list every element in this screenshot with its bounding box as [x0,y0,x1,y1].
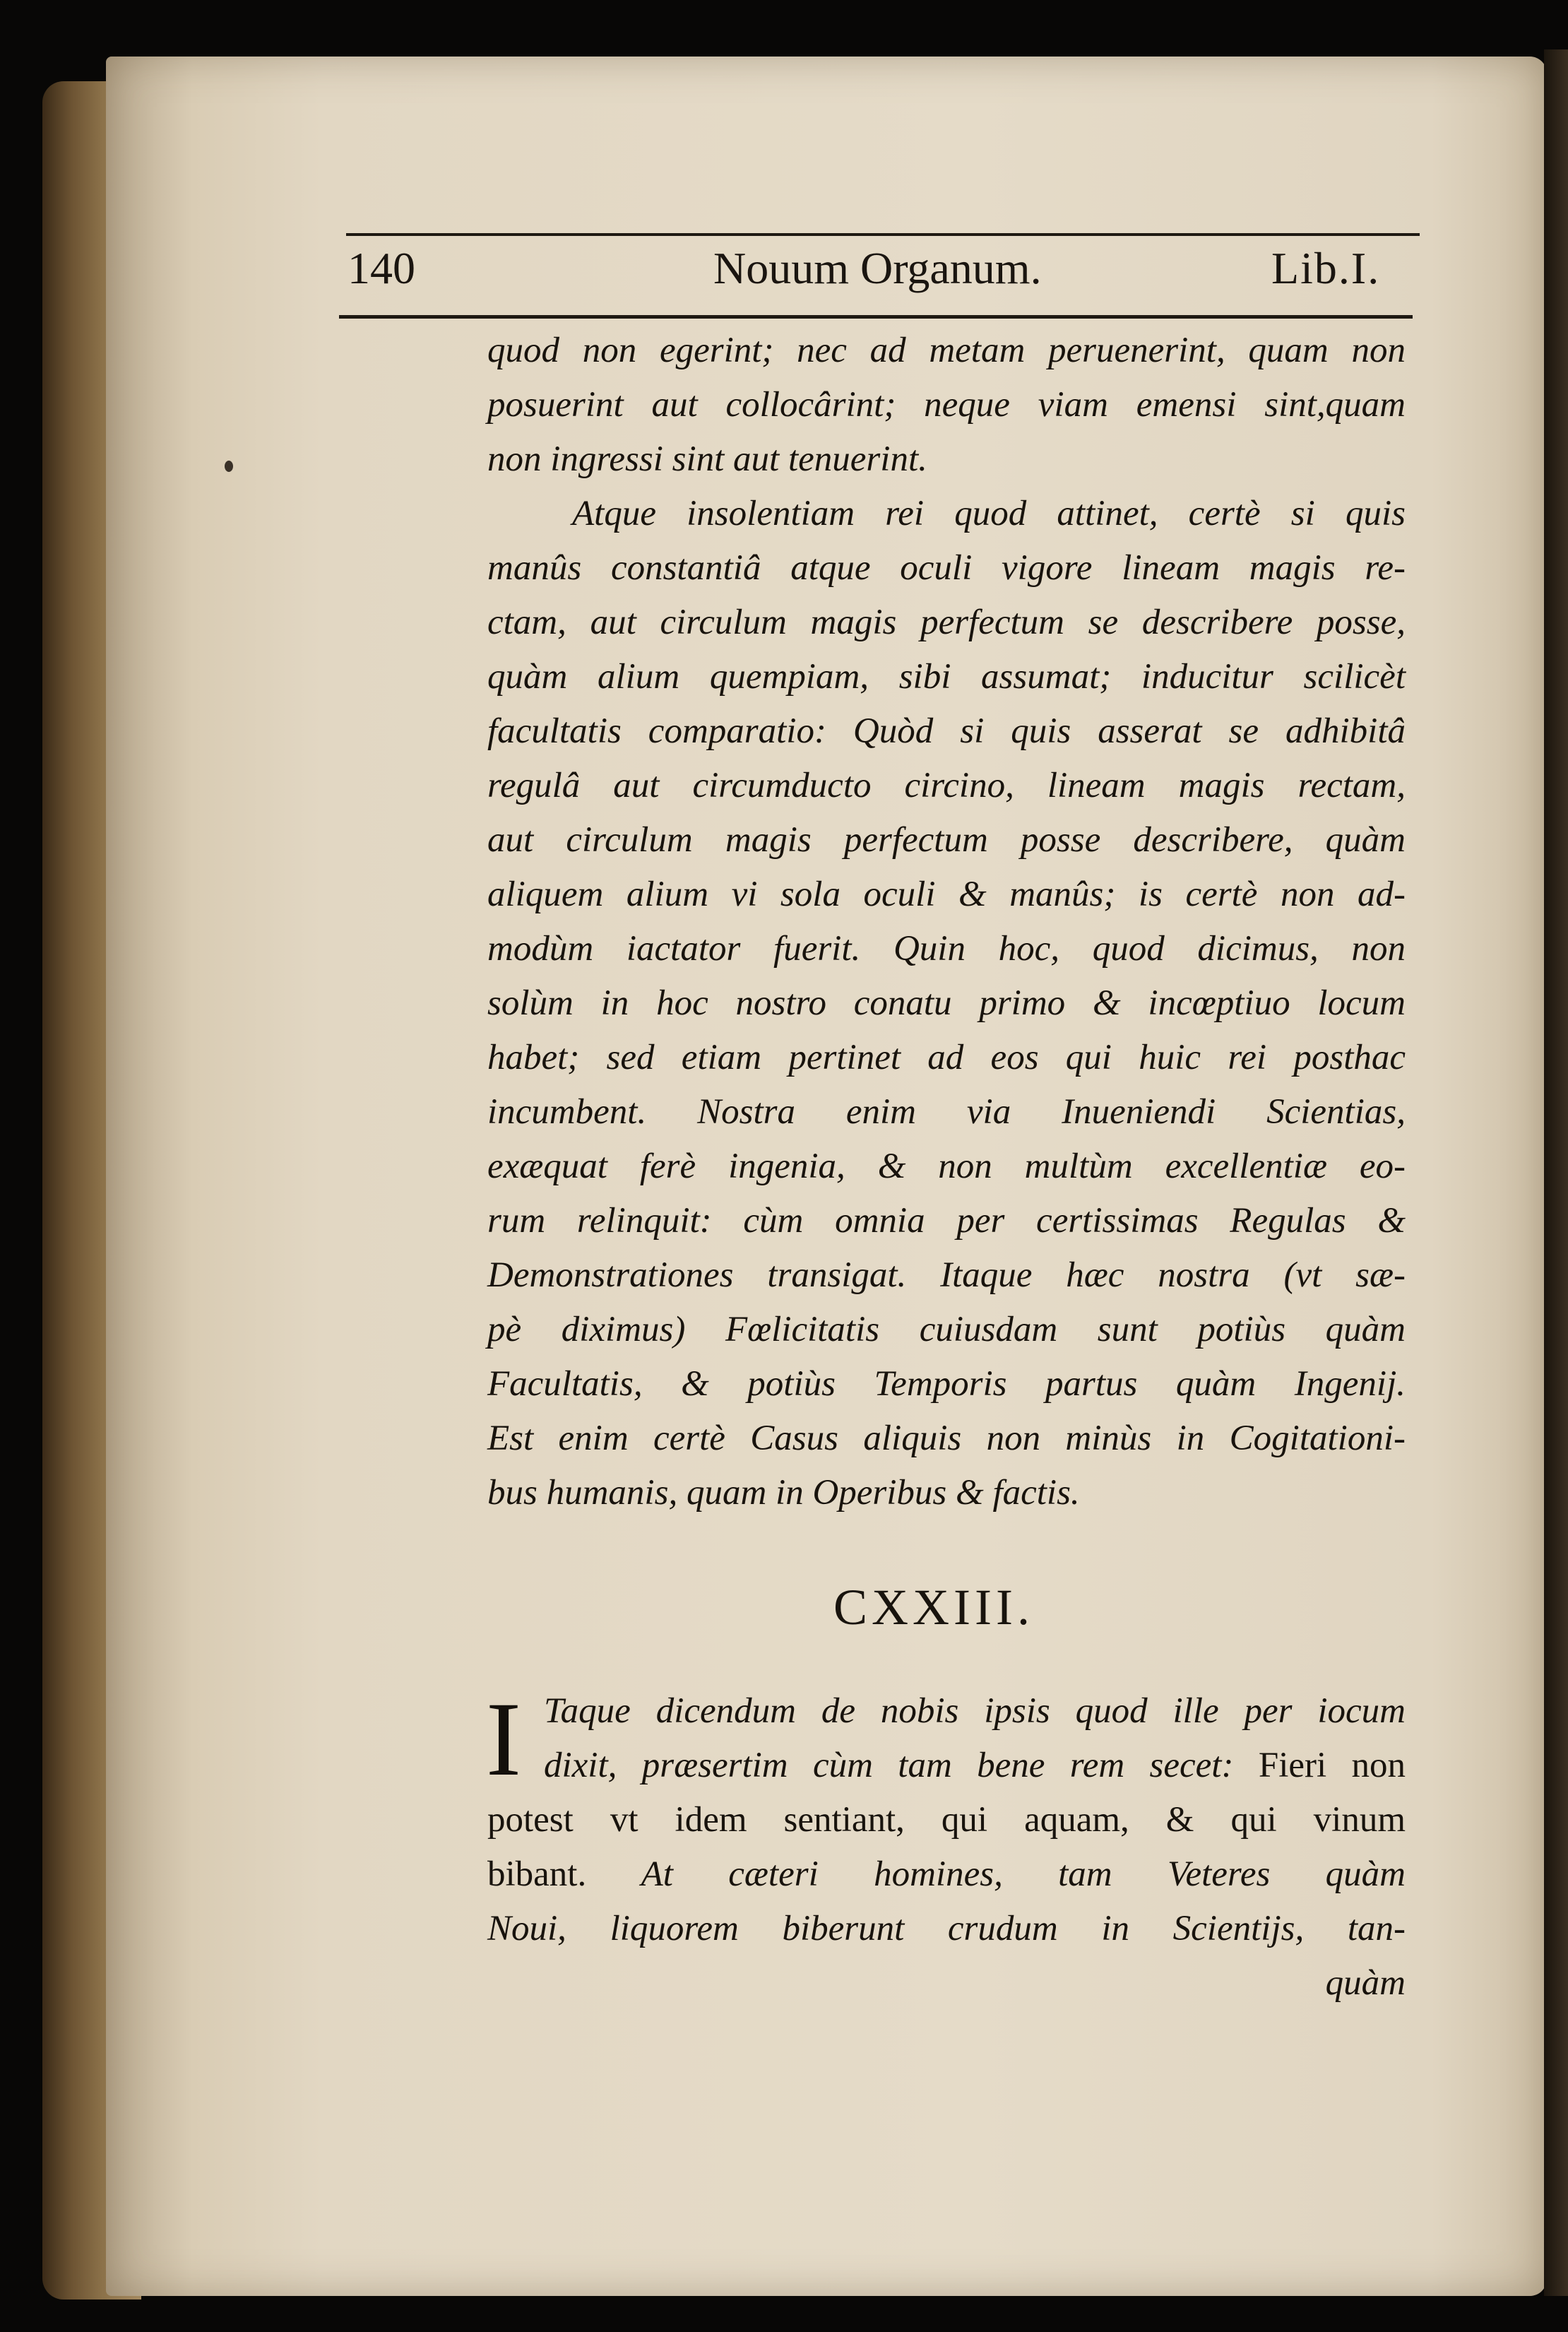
text-line: manûs constantiâ atque oculi vigore lineam magis re- [487,548,1406,588]
text-line: quàm alium quempiam, sibi assumat; inducitur scilicèt [487,657,1406,697]
text-line: potest vt idem sentiant, qui aquam, & qui vinum [487,1800,1406,1840]
text-line: Demonstrationes transigat. Itaque hæc nostra (vt sæ- [487,1255,1406,1295]
running-title: Nouum Organum. [713,243,1042,293]
main-text-block [487,324,1406,1520]
text-line: solùm in hoc nostro conatu primo & incœptiuo locum [487,983,1406,1023]
text-roman-segment: Fieri non [1233,1746,1406,1785]
text-line [487,1739,1406,1794]
text-line: incumbent. Nostra enim via Inueniendi Scientias, [487,1092,1406,1132]
text-line: regulâ aut circumducto circino, lineam magis rectam, [487,766,1406,805]
section-text-block [486,1681,1406,2011]
text-line: pè diximus) Fœlicitatis cuiusdam sunt potiùs quàm [487,1310,1406,1349]
text-roman-segment: bibant. [487,1854,587,1894]
page-number: 140 [348,243,415,293]
catchword: quàm [1325,1963,1406,2003]
text-line: habet; sed etiam pertinet ad eos qui huic rei posthac [487,1038,1406,1077]
text-line: Atque insolentiam rei quod attinet, certè si quis [572,494,1406,533]
text-italic-segment: At cæteri homines, tam Veteres quàm [586,1854,1406,1894]
text-line: facultatis comparatio: Quòd si quis asserat se adhibitâ [487,711,1406,751]
header-bottom-rule [339,315,1413,319]
text-line: ctam, aut circulum magis perfectum se describere posse, [487,603,1406,642]
section-heading: CXXIII. [833,1579,1034,1635]
text-line [487,1848,1406,1902]
text-line: exæquat ferè ingenia, & non multùm excellentiæ eo- [487,1147,1406,1186]
text-line: modùm iactator fuerit. Quin hoc, quod dicimus, non [487,929,1406,969]
text-line: Noui, liquorem biberunt crudum in Scientijs, tan- [487,1909,1406,1948]
text-line: posuerint aut collocârint; neque viam emensi sint,quam [487,385,1406,425]
text-line: non ingressi sint aut tenuerint. [487,439,927,479]
text-line: bus humanis, quam in Operibus & factis. [487,1473,1080,1513]
book-section: Lib.I. [1271,243,1381,293]
text-line: aliquem alium vi sola oculi & manûs; is certè non ad- [487,875,1406,914]
text-line: aut circulum magis perfectum posse describere, quàm [487,820,1406,860]
page-mark [225,461,233,472]
text-line: Taque dicendum de nobis ipsis quod ille per iocum [544,1691,1406,1731]
text-line: quod non egerint; nec ad metam peruenerint, quam non [487,331,1406,370]
text-line: Facultatis, & potiùs Temporis partus quàm Ingenij. [487,1364,1406,1404]
facing-page-edge [1544,49,1568,2296]
text-line: rum relinquit: cùm omnia per certissimas Regulas & [487,1201,1406,1241]
drop-cap: I [486,1681,521,1798]
text-line: Est enim certè Casus aliquis non minùs in Cogitationi- [487,1419,1406,1458]
text-italic-segment: dixit, præsertim cùm tam bene rem secet: [544,1746,1234,1785]
